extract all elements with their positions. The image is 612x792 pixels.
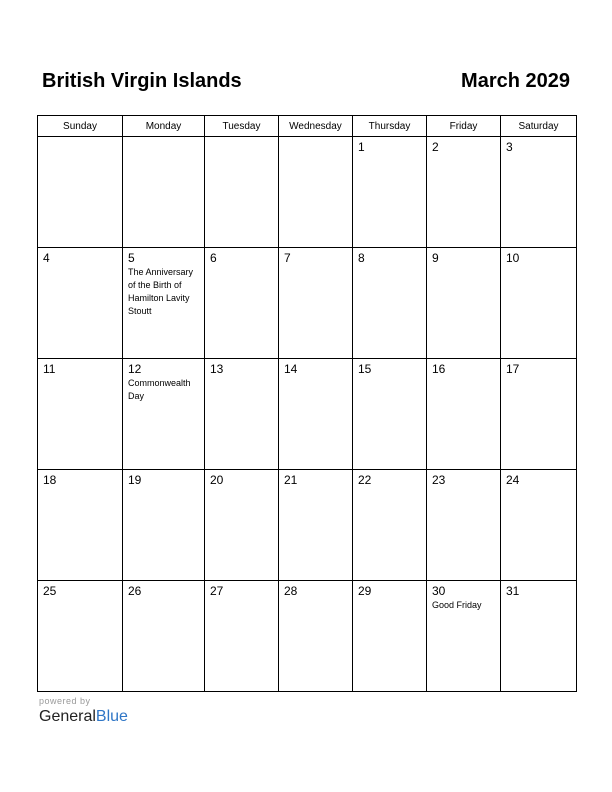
day-cell xyxy=(279,470,353,581)
day-number: 5 xyxy=(128,251,135,265)
day-number: 25 xyxy=(43,584,57,598)
week-row xyxy=(38,470,577,581)
day-cell xyxy=(427,248,501,359)
holiday-label: Good Friday xyxy=(432,600,482,610)
day-cell xyxy=(205,248,279,359)
day-number: 4 xyxy=(43,251,50,265)
weekday-saturday: Saturday xyxy=(501,116,577,137)
day-number: 16 xyxy=(432,362,446,376)
day-number: 20 xyxy=(210,473,224,487)
brand-name-general: General xyxy=(39,708,96,725)
day-cell xyxy=(279,581,353,692)
day-cell xyxy=(279,248,353,359)
day-number xyxy=(123,137,204,140)
day-cell xyxy=(501,248,577,359)
day-number: 15 xyxy=(358,362,372,376)
month-title: March 2029 xyxy=(461,70,570,92)
page-header xyxy=(42,70,570,100)
day-cell xyxy=(38,470,123,581)
weekday-sunday: Sunday xyxy=(38,116,123,137)
country-title: British Virgin Islands xyxy=(42,70,242,92)
day-number: 24 xyxy=(506,473,520,487)
day-number xyxy=(38,137,122,140)
day-cell xyxy=(38,248,123,359)
day-cell xyxy=(205,581,279,692)
weekday-tuesday: Tuesday xyxy=(205,116,279,137)
day-number: 18 xyxy=(43,473,57,487)
day-number: 14 xyxy=(284,362,298,376)
weekday-wednesday: Wednesday xyxy=(279,116,353,137)
day-number: 3 xyxy=(506,140,513,154)
day-cell xyxy=(501,581,577,692)
day-cell xyxy=(279,359,353,470)
holiday-label: The Anniversary of the Birth of Hamilton Lavity Stoutt xyxy=(128,267,194,316)
day-cell xyxy=(353,137,427,248)
powered-by-label: powered by xyxy=(39,696,91,706)
day-cell xyxy=(427,137,501,248)
day-number: 13 xyxy=(210,362,224,376)
day-number xyxy=(205,137,278,140)
day-number: 6 xyxy=(210,251,217,265)
brand-logo xyxy=(39,708,128,726)
day-number: 22 xyxy=(358,473,372,487)
day-number: 2 xyxy=(432,140,439,154)
day-number: 17 xyxy=(506,362,520,376)
day-cell xyxy=(123,248,205,359)
weekday-monday: Monday xyxy=(123,116,205,137)
week-row xyxy=(38,581,577,692)
day-number: 27 xyxy=(210,584,224,598)
day-number: 19 xyxy=(128,473,142,487)
day-number: 26 xyxy=(128,584,142,598)
day-cell xyxy=(123,581,205,692)
day-cell xyxy=(205,470,279,581)
day-number: 8 xyxy=(358,251,365,265)
day-number xyxy=(279,137,352,140)
day-cell xyxy=(38,359,123,470)
holiday-label: Commonwealth Day xyxy=(128,378,191,401)
day-number: 12 xyxy=(128,362,142,376)
brand-name-blue: Blue xyxy=(95,708,128,725)
day-cell xyxy=(123,359,205,470)
day-cell xyxy=(353,581,427,692)
day-number: 28 xyxy=(284,584,298,598)
day-cell xyxy=(205,359,279,470)
day-number: 31 xyxy=(506,584,520,598)
footer-branding xyxy=(39,696,128,726)
day-cell xyxy=(123,137,205,248)
day-number: 30 xyxy=(432,584,446,598)
week-row xyxy=(38,248,577,359)
day-cell xyxy=(279,137,353,248)
calendar-grid xyxy=(37,115,577,692)
day-cell xyxy=(501,359,577,470)
day-number: 10 xyxy=(506,251,520,265)
weekday-header-row xyxy=(38,116,577,137)
week-row xyxy=(38,137,577,248)
day-cell xyxy=(353,359,427,470)
day-cell xyxy=(38,137,123,248)
day-cell xyxy=(123,470,205,581)
day-number: 1 xyxy=(358,140,365,154)
day-cell xyxy=(501,137,577,248)
day-number: 21 xyxy=(284,473,298,487)
day-cell xyxy=(353,470,427,581)
weekday-thursday: Thursday xyxy=(353,116,427,137)
day-number: 9 xyxy=(432,251,439,265)
day-number: 29 xyxy=(358,584,372,598)
day-number: 7 xyxy=(284,251,291,265)
day-cell xyxy=(353,248,427,359)
day-cell xyxy=(205,137,279,248)
week-row xyxy=(38,359,577,470)
weekday-friday: Friday xyxy=(427,116,501,137)
day-cell xyxy=(427,581,501,692)
day-cell xyxy=(38,581,123,692)
day-cell xyxy=(501,470,577,581)
day-number: 23 xyxy=(432,473,446,487)
day-number: 11 xyxy=(43,362,56,376)
day-cell xyxy=(427,359,501,470)
day-cell xyxy=(427,470,501,581)
